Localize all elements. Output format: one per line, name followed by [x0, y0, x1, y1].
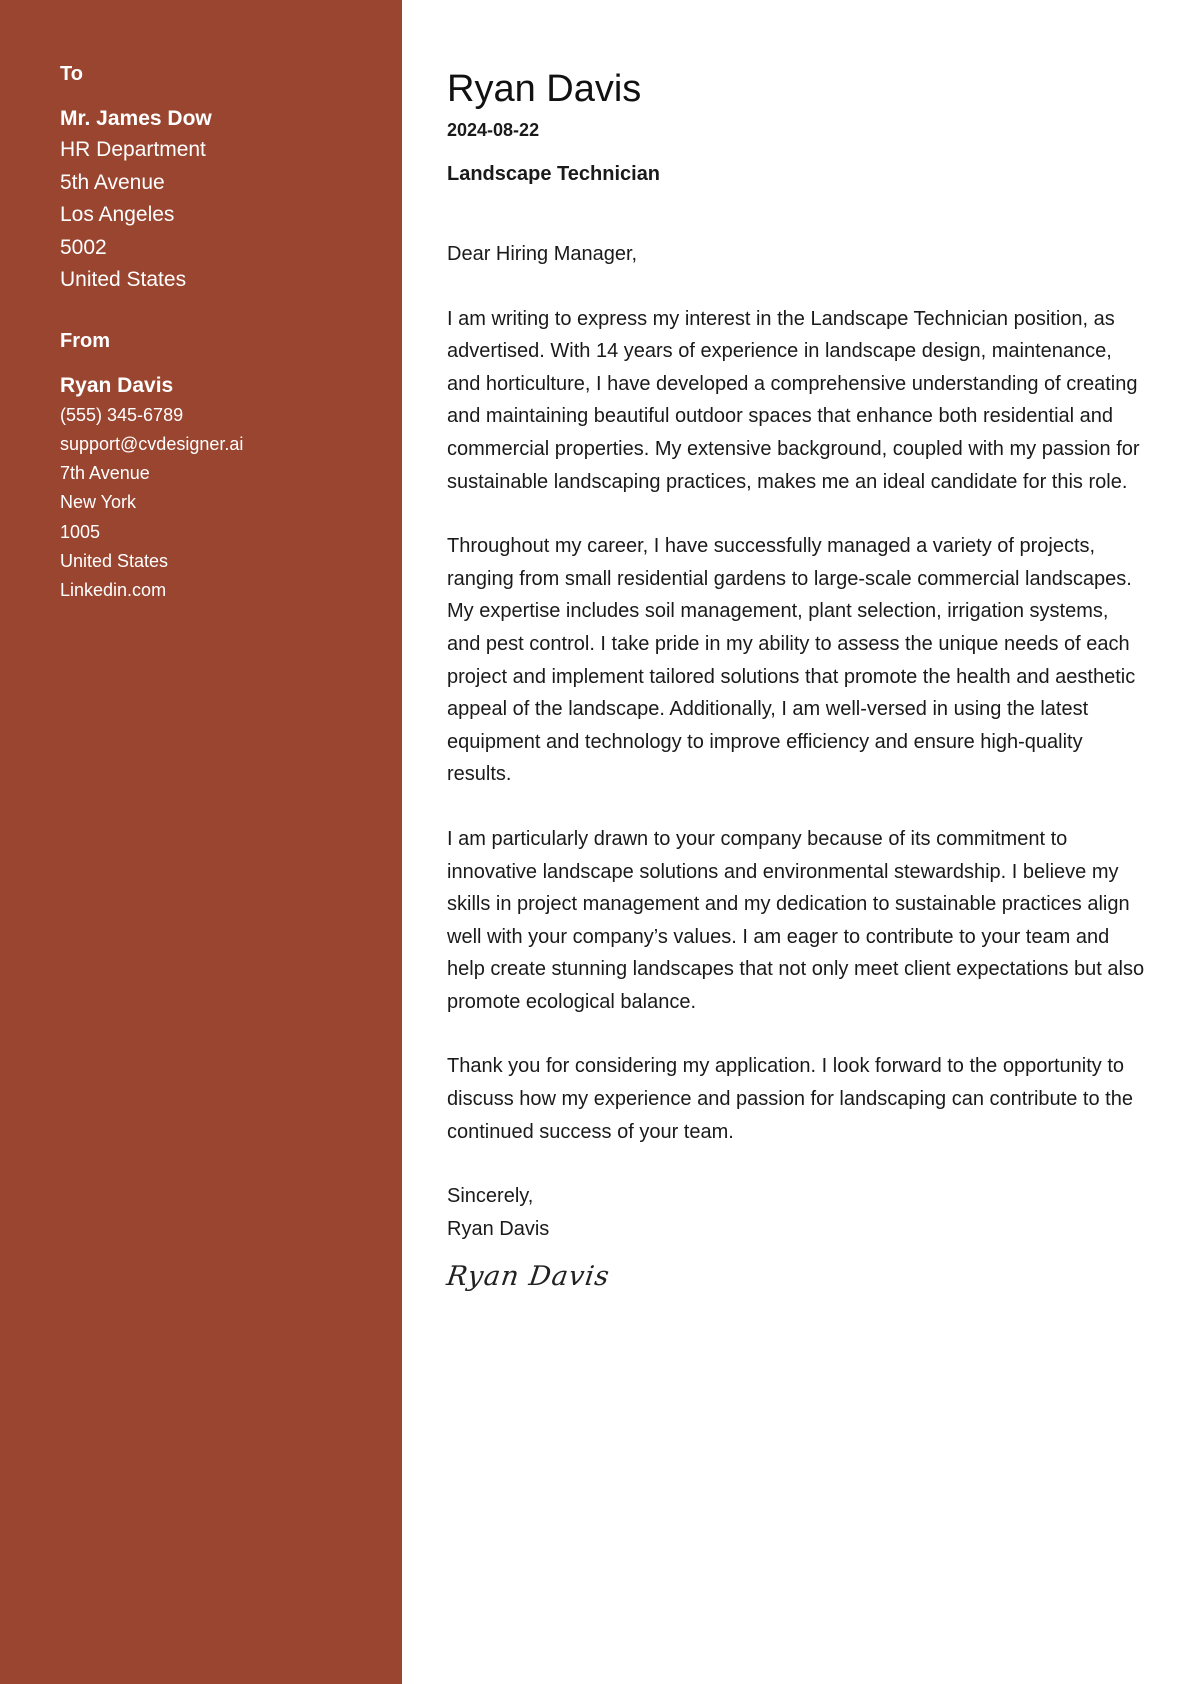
paragraph-1: I am writing to express my interest in the Landscape Technician position, as advertised. With 14 years of experience in landscape design, maintenance, and horticulture, I have developed a comprehensive understanding of creating and maintaining beautiful outdoor spaces that enhance both residential and commercial properties. My extensive background, coupled with my passion for sustainable landscaping practices, makes me an ideal candidate for this role.	[447, 307, 1140, 493]
paragraph-3: I am particularly drawn to your company because of its commitment to innovative landscape solutions and environmental stewardship. I believe my skills in project management and my dedication to sustainable practices align well with your company’s values. I am eager to contribute to your team and help create stunning landscapes that not only meet client expectations but also promote ecological balance.	[447, 827, 1145, 1013]
paragraph-2: Throughout my career, I have successfully managed a variety of projects, ranging from small residential gardens to large-scale commercial landscapes. My expertise includes soil management, plant selection, irrigation systems, and pest control. I take pride in my ability to assess the unique needs of each project and implement tailored solutions that promote the health and aesthetic appeal of the landscape. Additionally, I am well-versed in using the latest equipment and technology to improve efficiency and ensure high-quality results.	[447, 535, 1136, 786]
letter-date: 2024-08-22	[447, 120, 540, 140]
recipient-name: Mr. James Dow	[60, 107, 212, 130]
sender-email: support@cvdesigner.ai	[60, 433, 244, 454]
sender-country: United States	[60, 550, 169, 571]
sender-block	[60, 327, 382, 606]
letter-body	[444, 60, 1147, 1293]
job-position: Landscape Technician	[447, 163, 661, 185]
applicant-name: Ryan Davis	[447, 68, 642, 110]
salutation: Dear Hiring Manager,	[447, 243, 638, 265]
recipient-country: United States	[60, 268, 187, 291]
recipient-block	[60, 60, 382, 297]
sender-name: Ryan Davis	[60, 373, 174, 397]
closing-name: Ryan Davis	[447, 1217, 550, 1240]
recipient-department: HR Department	[60, 138, 206, 161]
paragraph-4: Thank you for considering my application. I look forward to the opportunity to discuss how my experience and passion for landscaping can contribute to the continued success of your team.	[447, 1055, 1133, 1143]
sender-zip: 1005	[60, 521, 101, 542]
sender-phone: (555) 345-6789	[60, 404, 184, 425]
sidebar	[0, 0, 402, 1684]
sender-street: 7th Avenue	[60, 463, 150, 484]
signature: Ryan Davis	[444, 1261, 612, 1293]
sender-website: Linkedin.com	[60, 580, 167, 601]
recipient-heading: To	[60, 63, 83, 85]
recipient-street: 5th Avenue	[60, 170, 165, 194]
sender-heading: From	[60, 329, 110, 352]
recipient-zip: 5002	[60, 235, 107, 259]
recipient-city: Los Angeles	[60, 203, 175, 226]
sender-city: New York	[60, 492, 137, 513]
closing-word: Sincerely,	[447, 1185, 534, 1208]
closing	[447, 1180, 1147, 1245]
